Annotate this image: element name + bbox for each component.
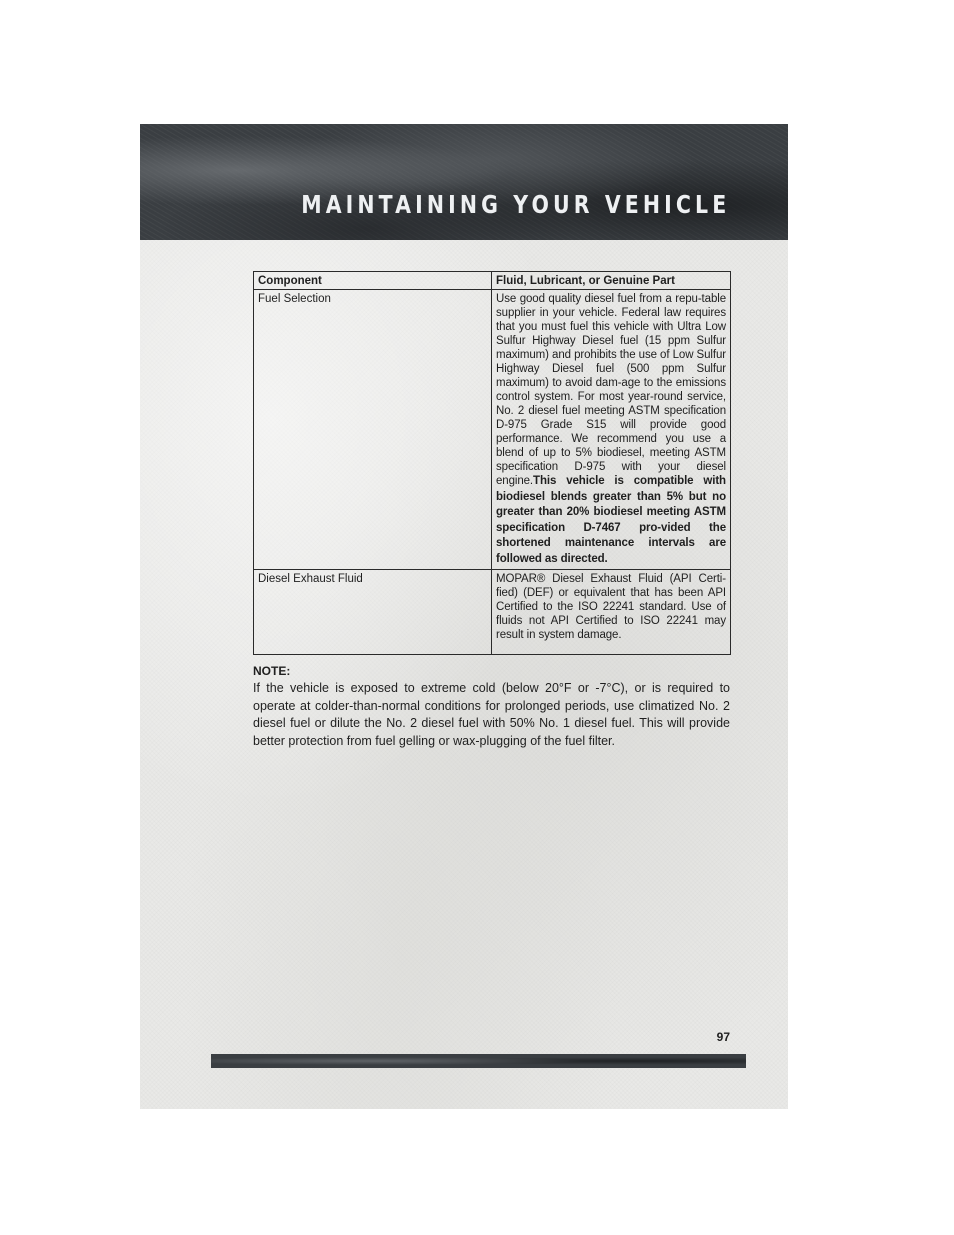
column-header-component: Component <box>254 272 492 290</box>
page-number: 97 <box>716 1030 730 1044</box>
component-cell: Fuel Selection <box>254 290 492 570</box>
fluid-text: Use good quality diesel fuel from a repu-table supplier in your vehicle. Federal law requires that you must fuel this vehicle with Ultra Low Sulfur Highway Diesel fuel (15 ppm Sulfur maximum) and prohibits the use of Low Sulfur Highway Diesel fuel (500 ppm Sulfur maximum) to avoid dam-age to the emissions control system. For most year-round service, No. 2 diesel fuel meeting ASTM specification D-975 Grade S15 will provide good performance. We recommend you use a blend of up to 5% biodiesel, meeting ASTM specification D-975 with your diesel engine. <box>496 293 726 487</box>
manual-page <box>140 124 788 1109</box>
fluid-cell <box>492 290 731 570</box>
fluid-cell: MOPAR® Diesel Exhaust Fluid (API Certi-fied) (DEF) or equivalent that has been API Certified to the ISO 22241 standard. Use of fluids not API Certified to ISO 22241 may result in system damage. <box>492 570 731 655</box>
column-header-fluid: Fluid, Lubricant, or Genuine Part <box>492 272 731 290</box>
table-row <box>254 290 731 570</box>
footer-band <box>211 1054 746 1068</box>
section-title: MAINTAINING YOUR VEHICLE <box>300 190 730 219</box>
fluid-bold-text: This vehicle is compatible with biodiesel blends greater than 5% but no greater than 20% biodiesel meeting ASTM specification D-7467 pro-vided the shortened maintenance intervals are followed as directed. <box>496 475 726 565</box>
table-row <box>254 570 731 655</box>
note-label: NOTE: <box>253 664 291 678</box>
note-text: If the vehicle is exposed to extreme cold (below 20°F or -7°C), or is required to operate at colder-than-normal conditions for prolonged periods, use climatized No. 2 diesel fuel or dilute the No. 2 diesel fuel with 50% No. 1 diesel fuel. This will provide better protection from fuel gelling or wax-plugging of the fuel filter. <box>253 681 730 748</box>
table-header-row <box>254 272 731 290</box>
section-header-band <box>140 124 788 240</box>
fluids-table <box>253 271 731 655</box>
component-cell: Diesel Exhaust Fluid <box>254 570 492 655</box>
